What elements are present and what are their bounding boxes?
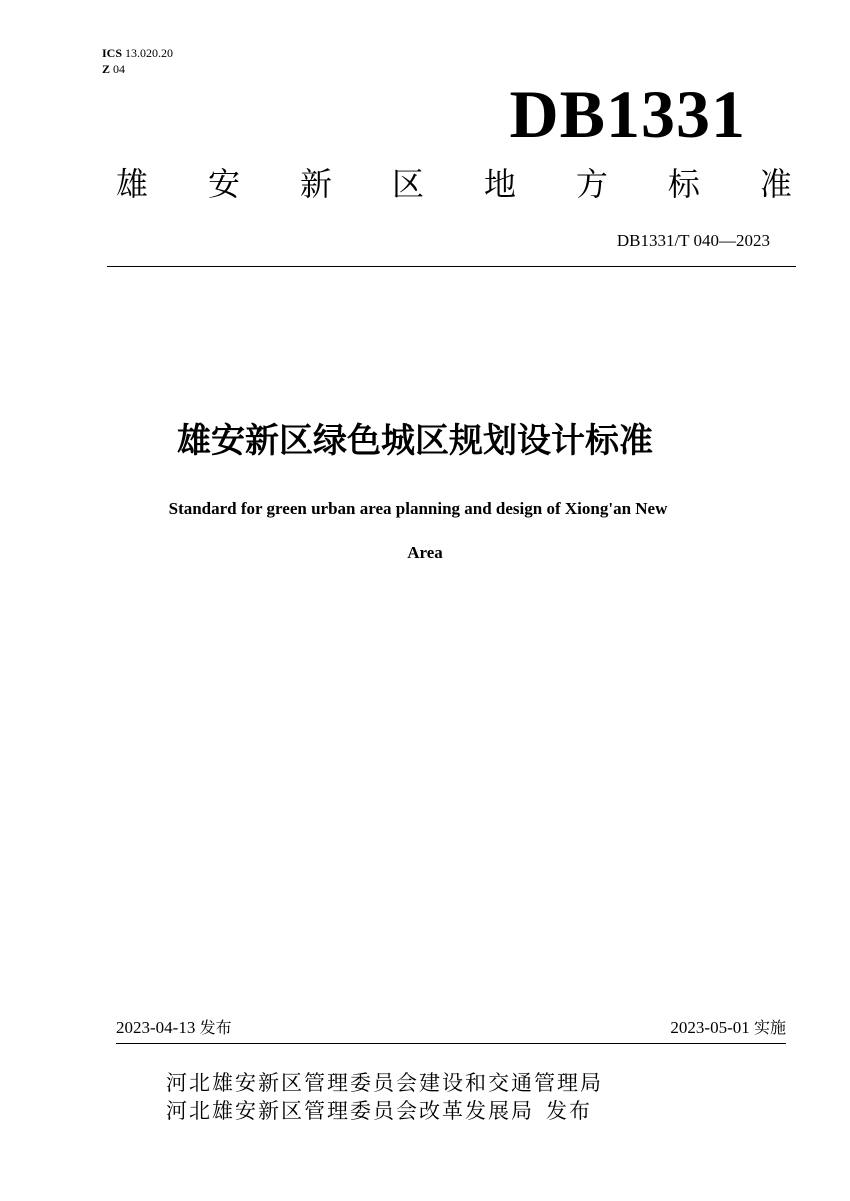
standard-number: DB1331/T 040—2023	[616, 231, 770, 250]
ics-value: 13.020.20	[125, 46, 174, 60]
standard-type-char: 新	[299, 165, 332, 203]
standard-type	[116, 164, 792, 204]
document-title-english-line2: Area	[407, 543, 443, 562]
top-divider	[107, 266, 796, 267]
standard-type-char: 地	[483, 165, 516, 203]
document-title-chinese: 雄安新区绿色城区规划设计标准	[177, 421, 653, 461]
issuer-line1: 河北雄安新区管理委员会建设和交通管理局	[166, 1071, 603, 1095]
standard-type-char: 安	[207, 165, 240, 203]
standard-type-char: 准	[759, 165, 792, 203]
standard-type-char: 方	[575, 165, 608, 203]
effective-date	[670, 1017, 786, 1039]
effective-label: 实施	[753, 1018, 786, 1037]
standard-code: DB1331	[509, 76, 746, 152]
issuer-line2-name: 河北雄安新区管理委员会改革发展局	[166, 1099, 534, 1123]
effective-date-value: 2023-05-01	[670, 1018, 750, 1037]
standard-type-char: 雄	[116, 165, 149, 203]
ics-code	[102, 46, 173, 60]
publish-date	[116, 1017, 232, 1039]
ccs-code	[102, 62, 125, 76]
standard-type-char: 标	[667, 165, 700, 203]
issuer-line2	[166, 1097, 592, 1125]
ccs-label: Z	[102, 62, 111, 76]
standard-type-char: 区	[391, 165, 424, 203]
ics-label: ICS	[102, 46, 123, 60]
issuer-publish-label: 发布	[546, 1099, 592, 1123]
ccs-value: 04	[113, 62, 126, 76]
bottom-divider	[116, 1043, 786, 1044]
document-title-english-line1: Standard for green urban area planning and design of Xiong'an New	[168, 499, 668, 518]
publish-label: 发布	[199, 1018, 232, 1037]
publish-date-value: 2023-04-13	[116, 1018, 196, 1037]
